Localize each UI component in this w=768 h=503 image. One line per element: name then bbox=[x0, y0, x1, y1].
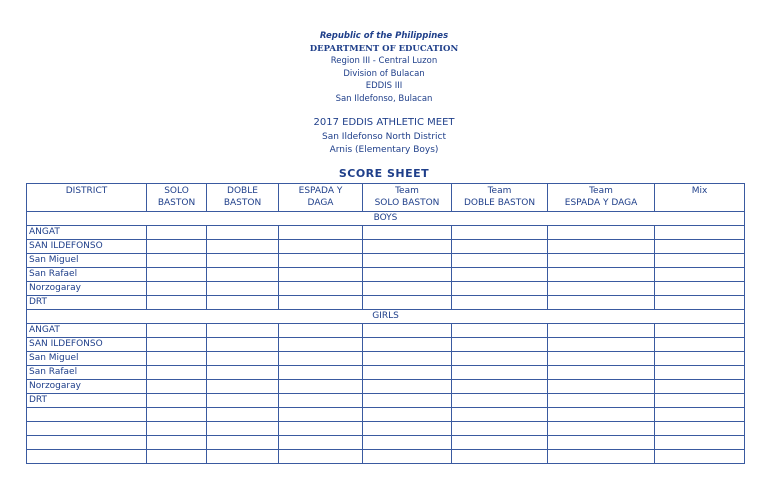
table-row bbox=[27, 296, 745, 310]
column-header-line1: SOLO bbox=[164, 186, 189, 196]
table-row bbox=[27, 240, 745, 254]
score-cell bbox=[279, 296, 363, 310]
score-sheet-title: SCORE SHEET bbox=[338, 167, 430, 180]
district-name-cell: DRT bbox=[27, 394, 147, 408]
score-cell bbox=[207, 296, 279, 310]
score-cell bbox=[147, 352, 207, 366]
score-cell bbox=[655, 422, 745, 436]
score-cell bbox=[363, 324, 452, 338]
score-cell bbox=[655, 408, 745, 422]
score-cell bbox=[655, 282, 745, 296]
score-cell bbox=[363, 394, 452, 408]
score-cell bbox=[363, 422, 452, 436]
score-cell bbox=[207, 394, 279, 408]
column-header-line2: BASTON bbox=[157, 198, 196, 208]
score-cell bbox=[548, 254, 655, 268]
table-row bbox=[27, 282, 745, 296]
district-name-cell: DRT bbox=[27, 296, 147, 310]
region-line: Region III - Central Luzon bbox=[330, 56, 438, 66]
table-row bbox=[27, 226, 745, 240]
score-cell bbox=[147, 282, 207, 296]
column-header-line1: Mix bbox=[691, 186, 708, 196]
score-cell bbox=[147, 436, 207, 450]
score-cell bbox=[279, 240, 363, 254]
column-header-line1: Team bbox=[589, 186, 613, 196]
district-name-cell bbox=[27, 422, 147, 436]
column-header bbox=[363, 184, 452, 212]
score-cell bbox=[207, 226, 279, 240]
score-cell bbox=[548, 380, 655, 394]
score-cell bbox=[655, 226, 745, 240]
score-cell bbox=[279, 380, 363, 394]
table-row bbox=[27, 366, 745, 380]
score-cell bbox=[452, 268, 548, 282]
table-row bbox=[27, 338, 745, 352]
score-cell bbox=[207, 436, 279, 450]
score-cell bbox=[548, 296, 655, 310]
column-header bbox=[207, 184, 279, 212]
score-cell bbox=[655, 324, 745, 338]
score-cell bbox=[452, 394, 548, 408]
district-name-cell: San Rafael bbox=[27, 268, 147, 282]
district-name-cell: Norzogaray bbox=[27, 380, 147, 394]
district-name-cell: San Miguel bbox=[27, 254, 147, 268]
score-cell bbox=[147, 450, 207, 464]
score-cell bbox=[452, 254, 548, 268]
district-name-cell: Norzogaray bbox=[27, 282, 147, 296]
score-cell bbox=[363, 240, 452, 254]
score-cell bbox=[207, 324, 279, 338]
republic-line: Republic of the Philippines bbox=[319, 31, 449, 41]
score-cell bbox=[548, 366, 655, 380]
score-cell bbox=[207, 282, 279, 296]
score-cell bbox=[548, 352, 655, 366]
score-cell bbox=[279, 226, 363, 240]
score-cell bbox=[279, 408, 363, 422]
column-header-line1: Team bbox=[395, 186, 419, 196]
score-cell bbox=[207, 268, 279, 282]
score-cell bbox=[452, 240, 548, 254]
column-header bbox=[279, 184, 363, 212]
score-cell bbox=[452, 380, 548, 394]
score-cell bbox=[655, 240, 745, 254]
score-cell bbox=[548, 422, 655, 436]
score-cell bbox=[363, 366, 452, 380]
score-cell bbox=[279, 394, 363, 408]
score-cell bbox=[207, 380, 279, 394]
column-header-line2: DOBLE BASTON bbox=[463, 198, 536, 208]
score-cell bbox=[548, 408, 655, 422]
column-header-line1: Team bbox=[487, 186, 512, 196]
score-cell bbox=[548, 338, 655, 352]
score-cell bbox=[363, 268, 452, 282]
girls-section-row bbox=[27, 310, 745, 324]
event-line: Arnis (Elementary Boys) bbox=[329, 145, 439, 155]
column-header bbox=[147, 184, 207, 212]
score-cell bbox=[548, 394, 655, 408]
score-cell bbox=[279, 254, 363, 268]
score-cell bbox=[279, 450, 363, 464]
score-cell bbox=[279, 282, 363, 296]
score-cell bbox=[207, 352, 279, 366]
district-name-cell: San Miguel bbox=[27, 352, 147, 366]
column-header bbox=[548, 184, 655, 212]
score-cell bbox=[147, 338, 207, 352]
boys-section-label: BOYS bbox=[27, 212, 745, 226]
score-cell bbox=[452, 366, 548, 380]
girls-section-label: GIRLS bbox=[27, 310, 745, 324]
score-cell bbox=[147, 296, 207, 310]
score-cell bbox=[452, 226, 548, 240]
column-header bbox=[655, 184, 745, 212]
score-cell bbox=[207, 254, 279, 268]
score-table-body bbox=[27, 212, 745, 464]
score-cell bbox=[147, 240, 207, 254]
column-header-line2: SOLO BASTON bbox=[374, 198, 440, 208]
score-cell bbox=[452, 324, 548, 338]
score-cell bbox=[363, 450, 452, 464]
score-cell bbox=[363, 436, 452, 450]
score-cell bbox=[147, 422, 207, 436]
score-cell bbox=[655, 268, 745, 282]
table-row bbox=[27, 436, 745, 450]
score-cell bbox=[548, 450, 655, 464]
score-cell bbox=[655, 436, 745, 450]
column-header-line2: DAGA bbox=[307, 198, 334, 208]
score-cell bbox=[207, 366, 279, 380]
table-row bbox=[27, 268, 745, 282]
score-cell bbox=[655, 296, 745, 310]
district-name-cell: ANGAT bbox=[27, 324, 147, 338]
column-header bbox=[452, 184, 548, 212]
score-cell bbox=[279, 352, 363, 366]
score-cell bbox=[548, 268, 655, 282]
column-header-line1: ESPADA Y bbox=[298, 186, 343, 196]
score-cell bbox=[548, 282, 655, 296]
score-cell bbox=[548, 324, 655, 338]
score-cell bbox=[452, 352, 548, 366]
score-cell bbox=[452, 450, 548, 464]
table-row bbox=[27, 254, 745, 268]
score-cell bbox=[363, 352, 452, 366]
score-cell bbox=[363, 254, 452, 268]
table-row bbox=[27, 408, 745, 422]
score-cell bbox=[147, 366, 207, 380]
score-cell bbox=[452, 296, 548, 310]
score-cell bbox=[655, 254, 745, 268]
column-header-line2: BASTON bbox=[223, 198, 262, 208]
column-header-line1: DOBLE bbox=[227, 186, 258, 196]
table-row bbox=[27, 450, 745, 464]
score-cell bbox=[147, 408, 207, 422]
score-cell bbox=[207, 240, 279, 254]
table-row bbox=[27, 380, 745, 394]
district-line: San Ildefonso North District bbox=[322, 132, 446, 142]
division-line: Division of Bulacan bbox=[343, 69, 425, 79]
district-name-cell: SAN ILDEFONSO bbox=[27, 240, 147, 254]
score-cell bbox=[147, 226, 207, 240]
score-cell bbox=[279, 366, 363, 380]
score-cell bbox=[279, 422, 363, 436]
district-name-cell: SAN ILDEFONSO bbox=[27, 338, 147, 352]
table-row bbox=[27, 352, 745, 366]
score-cell bbox=[147, 380, 207, 394]
score-table bbox=[26, 183, 745, 464]
score-cell bbox=[279, 338, 363, 352]
column-header-line2: ESPADA Y DAGA bbox=[564, 198, 638, 208]
score-cell bbox=[655, 352, 745, 366]
score-cell bbox=[363, 282, 452, 296]
score-cell bbox=[363, 296, 452, 310]
score-cell bbox=[207, 422, 279, 436]
score-cell bbox=[279, 324, 363, 338]
score-cell bbox=[655, 338, 745, 352]
column-header-line1: DISTRICT bbox=[65, 186, 108, 196]
table-row bbox=[27, 422, 745, 436]
score-cell bbox=[147, 268, 207, 282]
district-name-cell: San Rafael bbox=[27, 366, 147, 380]
eddis-line: EDDIS III bbox=[365, 81, 403, 91]
table-header-row bbox=[27, 184, 745, 212]
score-cell bbox=[279, 268, 363, 282]
score-cell bbox=[207, 450, 279, 464]
score-cell bbox=[363, 380, 452, 394]
score-cell bbox=[207, 408, 279, 422]
district-name-cell bbox=[27, 436, 147, 450]
score-cell bbox=[548, 226, 655, 240]
score-cell bbox=[363, 408, 452, 422]
score-cell bbox=[363, 338, 452, 352]
score-cell bbox=[452, 422, 548, 436]
score-cell bbox=[655, 380, 745, 394]
district-name-cell bbox=[27, 450, 147, 464]
score-cell bbox=[452, 338, 548, 352]
score-cell bbox=[655, 366, 745, 380]
score-cell bbox=[548, 240, 655, 254]
score-cell bbox=[279, 436, 363, 450]
score-cell bbox=[452, 436, 548, 450]
score-cell bbox=[147, 254, 207, 268]
table-row bbox=[27, 324, 745, 338]
district-name-cell: ANGAT bbox=[27, 226, 147, 240]
score-cell bbox=[363, 226, 452, 240]
column-header bbox=[27, 184, 147, 212]
score-cell bbox=[147, 324, 207, 338]
score-cell bbox=[452, 408, 548, 422]
table-row bbox=[27, 394, 745, 408]
town-line: San Ildefonso, Bulacan bbox=[335, 94, 433, 104]
meet-title: 2017 EDDIS ATHLETIC MEET bbox=[313, 117, 455, 128]
district-name-cell bbox=[27, 408, 147, 422]
score-cell bbox=[147, 394, 207, 408]
score-cell bbox=[655, 394, 745, 408]
boys-section-row bbox=[27, 212, 745, 226]
score-cell bbox=[452, 282, 548, 296]
score-cell bbox=[207, 338, 279, 352]
department-line: DEPARTMENT OF EDUCATION bbox=[309, 44, 459, 54]
score-cell bbox=[548, 436, 655, 450]
score-cell bbox=[655, 450, 745, 464]
